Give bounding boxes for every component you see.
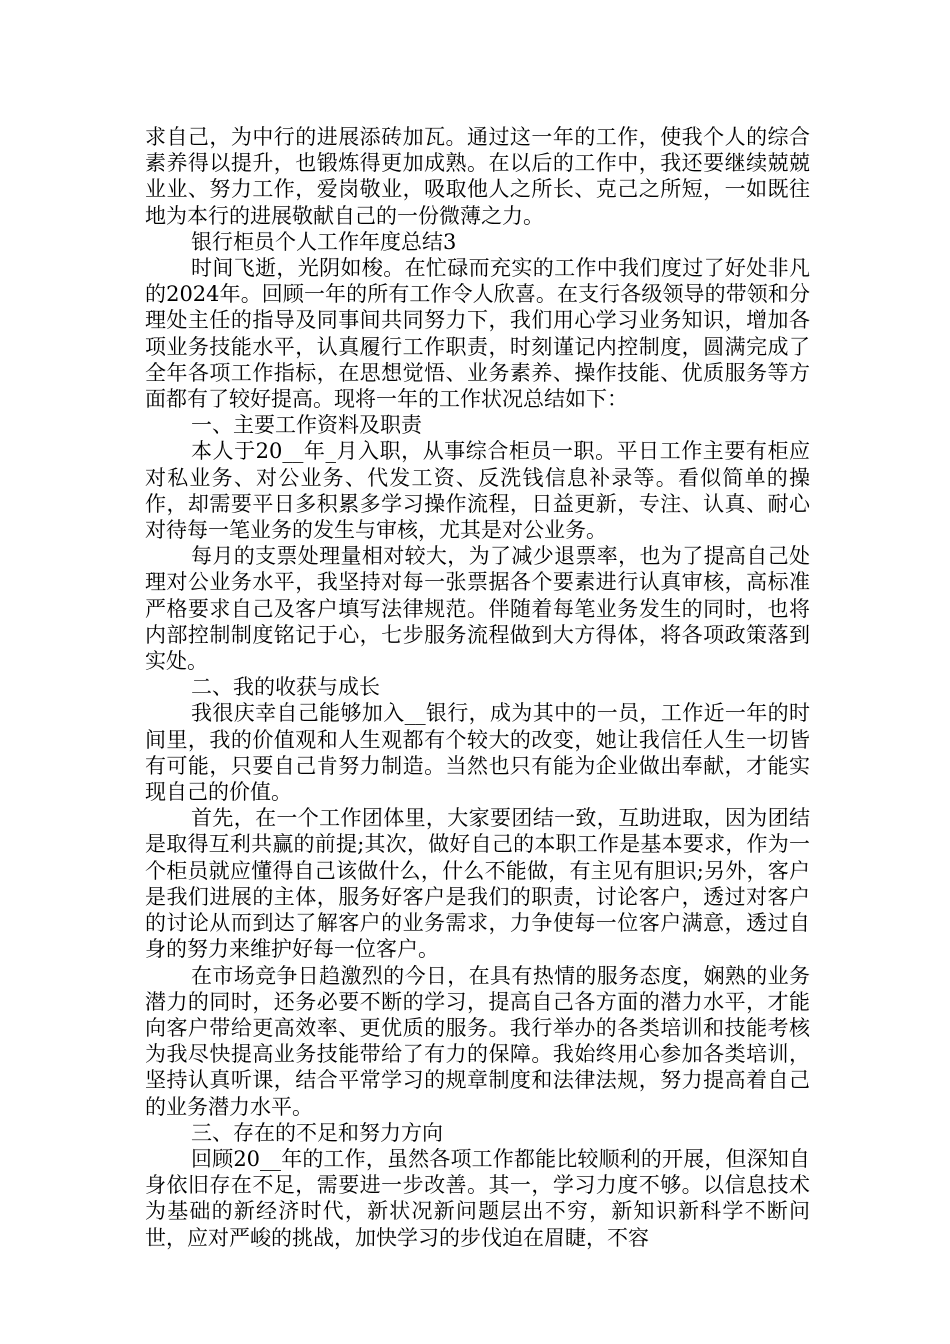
paragraph-shortcomings: 回顾20__年的工作，虽然各项工作都能比较顺利的开展，但深知自身依旧存在不足，需要进一步改善。其一，学习力度不够。以信息技术为基础的新经济时代，新状况新问题层出不穷，新知识新科学不断问世，应对严峻的挑战，加快学习的步伐迫在眉睫，不容 [145, 1146, 810, 1250]
document-title: 银行柜员个人工作年度总结3 [191, 229, 457, 254]
paragraph-learning: 在市场竞争日趋激烈的今日，在具有热情的服务态度，娴熟的业务潜力的同时，还务必要不断的学习，提高自己各方面的潜力水平，才能向客户带给更高效率、更优质的服务。我行举办的各类培训和技能考核为我尽快提高业务技能带给了有力的保障。我始终用心参加各类培训，坚持认真听课，结合平常学习的规章制度和法律法规，努力提高着自己的业务潜力水平。 [145, 963, 810, 1119]
section-heading-3: 三、存在的不足和努力方向 [191, 1120, 443, 1145]
paragraph-intro: 时间飞逝，光阴如梭。在忙碌而充实的工作中我们度过了好处非凡的2024年。回顾一年的所有工作令人欣喜。在支行各级领导的带领和分理处主任的指导及同事间共同努力下，我们用心学习业务知识，增加各项业务技能水平，认真履行工作职责，时刻谨记内控制度，圆满完成了全年各项工作指标，在思想觉悟、业务素养、操作技能、优质服务等方面都有了较好提高。现将一年的工作状况总结如下： [145, 256, 810, 412]
paragraph-continuation: 求自己，为中行的进展添砖加瓦。通过这一年的工作，使我个人的综合素养得以提升，也锻炼得更加成熟。在以后的工作中，我还要继续兢兢业业、努力工作，爱岗敬业，吸取他人之所长、克己之所短，一如既往地为本行的进展敬献自己的一份微薄之力。 [145, 125, 810, 228]
paragraph-cheques: 每月的支票处理量相对较大，为了减少退票率，也为了提高自己处理对公业务水平，我坚持对每一张票据各个要素进行认真审核，高标准严格要求自己及客户填写法律规范。伴随着每笔业务发生的同时，也将内部控制制度铭记于心，七步服务流程做到大方得体，将各项政策落到实处。 [145, 544, 810, 674]
paragraph-gains: 我很庆幸自己能够加入__银行，成为其中的一员，工作近一年的时间里，我的价值观和人生观都有个较大的改变，她让我信任人生一切皆有可能，只要自己肯努力制造。当然也只有能为企业做出奉献，才能实现自己的价值。 [145, 701, 810, 805]
paragraph-teamwork: 首先，在一个工作团体里，大家要团结一致，互助进取，因为团结是取得互利共赢的前提;其次，做好自己的本职工作是基本要求，作为一个柜员就应懂得自己该做什么，什么不能做，有主见有胆识;另外，客户是我们进展的主体，服务好客户是我们的职责，讨论客户，透过对客户的讨论从而到达了解客户的业务需求，力争使每一位客户满意，透过自身的努力来维护好每一位客户。 [145, 806, 810, 962]
document-body [145, 124, 810, 1251]
section-heading-2: 二、我的收获与成长 [191, 675, 380, 700]
paragraph-duties: 本人于20__年_月入职，从事综合柜员一职。平日工作主要有柜应对私业务、对公业务、代发工资、反洗钱信息补录等。看似简单的操作，却需要平日多积累多学习操作流程，日益更新，专注、认真、耐心对待每一笔业务的发生与审核，尤其是对公业务。 [145, 439, 810, 543]
section-heading-1: 一、主要工作资料及职责 [191, 413, 422, 438]
